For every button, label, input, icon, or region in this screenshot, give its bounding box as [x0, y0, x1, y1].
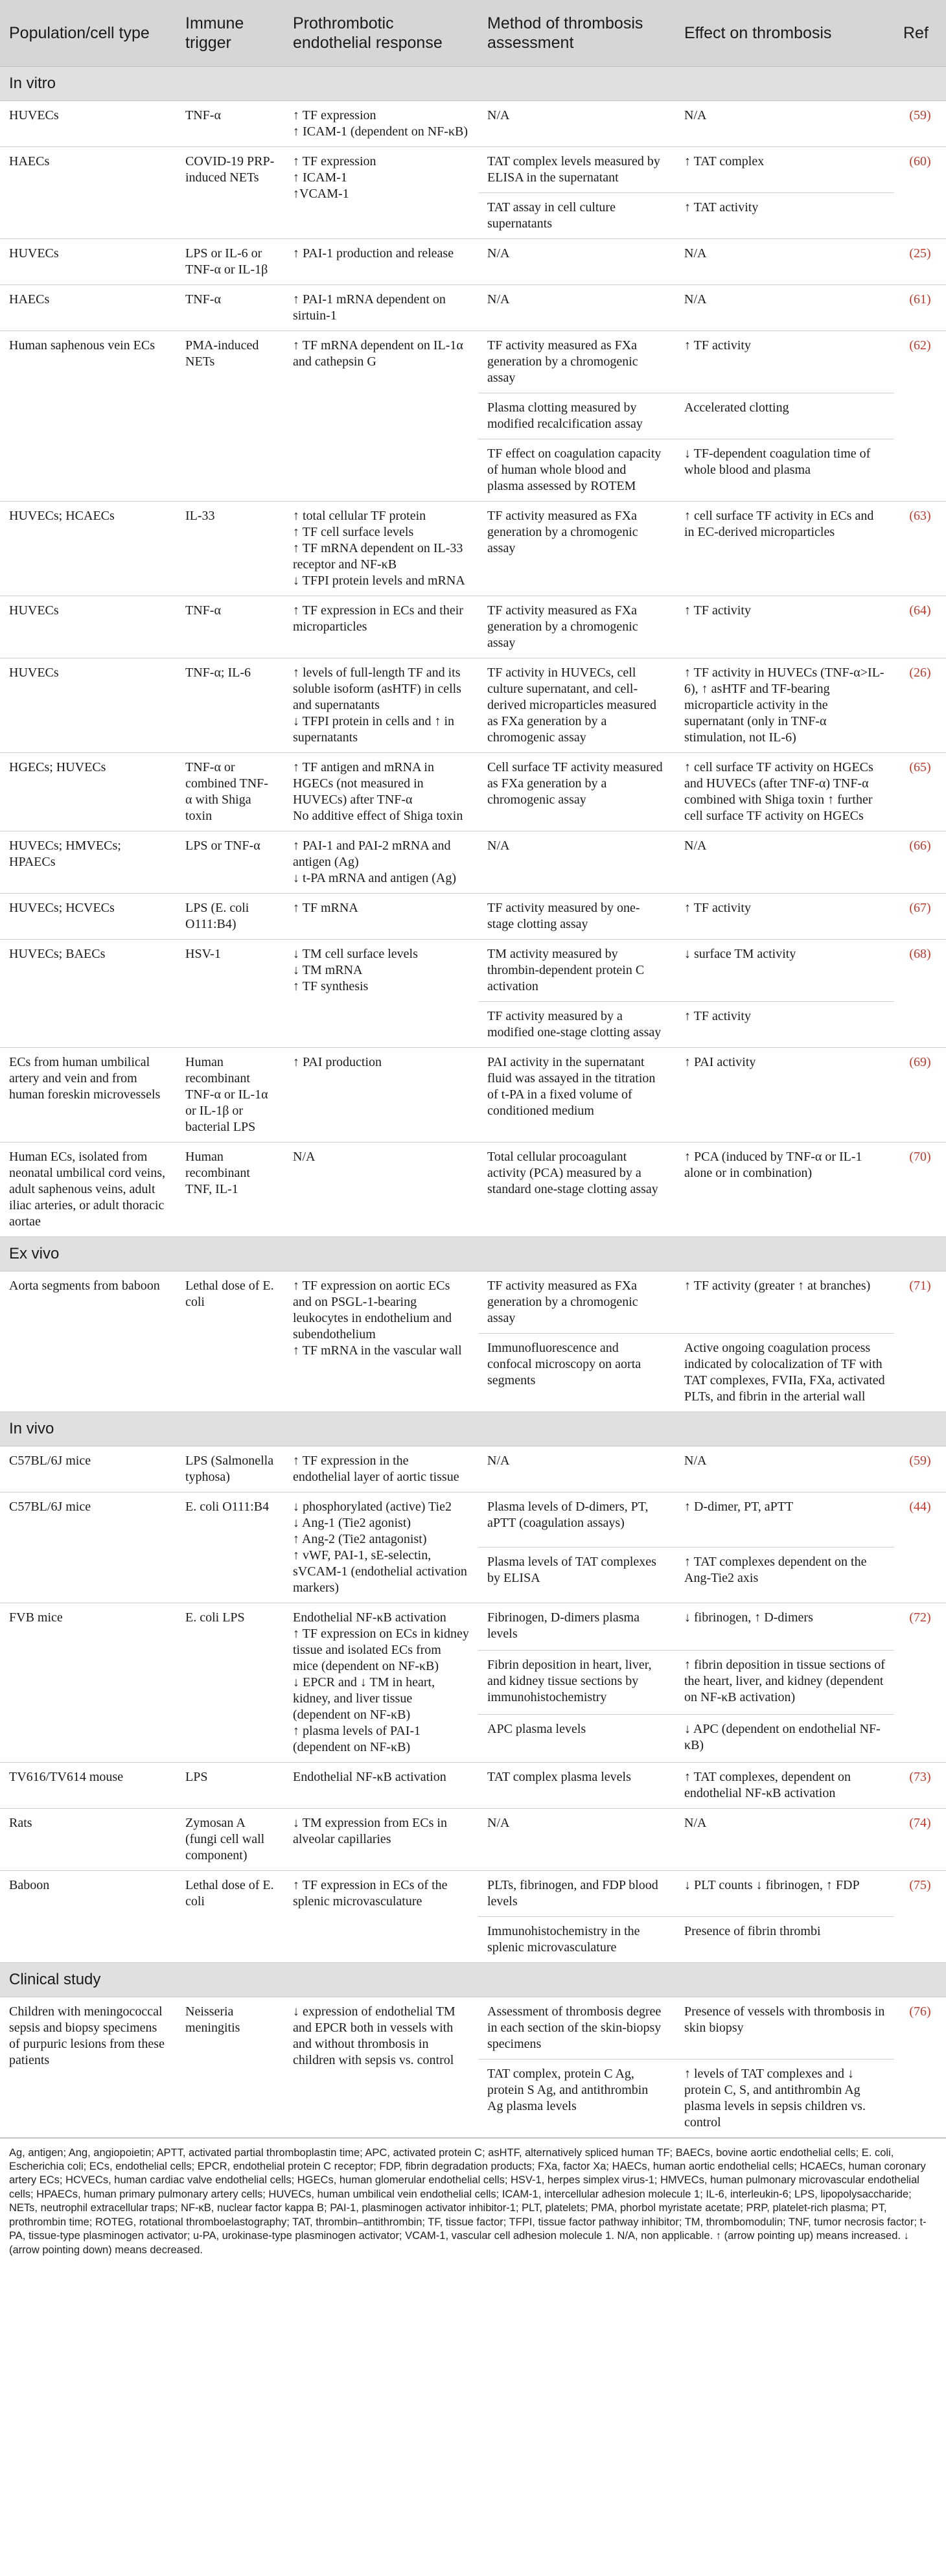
section-title: In vivo [0, 1411, 946, 1446]
table-row [0, 596, 946, 658]
table-row [0, 284, 946, 331]
response-line: ↑ PAI-1 and PAI-2 mRNA and antigen (Ag) [293, 838, 451, 869]
response-line: ↓ TM cell surface levels [293, 946, 418, 961]
response-line: No additive effect of Shiga toxin [293, 808, 463, 823]
section-title: In vitro [0, 66, 946, 100]
response-line: ↑ TF expression [293, 154, 376, 168]
response-line: Endothelial NF-κB activation [293, 1610, 446, 1625]
cell-method: N/A [478, 284, 675, 331]
cell-trigger: HSV-1 [176, 939, 284, 1047]
ref-link[interactable]: (73) [909, 1769, 931, 1784]
response-line: ↑ PAI-1 production and release [293, 246, 454, 261]
response-line: ↑ TF mRNA dependent on IL-1α and cathepsin G [293, 338, 463, 369]
cell-effect: ↑ TF activity [675, 1001, 894, 1047]
cell-trigger: LPS [176, 1762, 284, 1808]
ref-link[interactable]: (67) [909, 900, 931, 915]
ref-link[interactable]: (25) [909, 246, 931, 261]
table-row [0, 831, 946, 893]
table-row [0, 658, 946, 752]
table-row [0, 1808, 946, 1870]
table-row [0, 1762, 946, 1808]
cell-method: Plasma levels of TAT complexes by ELISA [478, 1548, 675, 1603]
cell-response [284, 1492, 478, 1603]
response-line: ↑ PAI-1 mRNA dependent on sirtuin-1 [293, 292, 446, 323]
cell-effect: ↓ fibrinogen, ↑ D-dimers [675, 1603, 894, 1650]
section-title: Ex vivo [0, 1236, 946, 1271]
ref-link[interactable]: (59) [909, 108, 931, 122]
cell-effect: N/A [675, 1808, 894, 1870]
cell-population: Aorta segments from baboon [0, 1271, 176, 1411]
footnote: Ag, antigen; Ang, angiopoietin; APTT, activated partial thromboplastin time; APC, activated protein C; asHTF, alternatively spliced human TF; BAECs, bovine aortic endothelial cells; E. coli, Escherichia coli; ECs, endothelial cells; EPCR, endothelial protein C receptor; FDP, fibrin degradation products; FXa, factor Xa; HAECs, human aortic endothelial cells; HCAECs, human coronary artery ECs; HCVECs, human cardiac valve endothelial cells; HGECs, human glomerular endothelial cells; HSV-1, herpes simplex virus-1; HMVECs, human pulmonary microvascular endothelial cells; HPAECs, human primary pulmonary artery cells; HUVECs, human umbilical vein endothelial cells; ICAM-1, intercellular adhesion molecule 1; IL-6, interleukin-6; LPS, lipopolysaccharide; NETs, neutrophil extracellular traps; NF-κB, nuclear factor kappa B; PAI-1, plasminogen activator inhibitor-1; PLT, platelets; PMA, phorbol myristate acetate; PRP, platelet-rich plasma; PT, prothrombin time; ROTEG, rotational thromboelastography; TAT, thrombin–antithrombin; TF, tissue factor; TFPI, tissue factor pathway inhibitor; TM, thrombomodulin; TNF, tumor necrosis factor; t-PA, tissue-type plasminogen activator; u-PA, urokinase-type plasminogen activator; VCAM-1, vascular cell adhesion molecule 1. N/A, non applicable. ↑ (arrow pointing up) means increased. ↓ (arrow pointing down) means decreased. [0, 2138, 946, 2266]
cell-ref [894, 1762, 946, 1808]
cell-trigger: Neisseria meningitis [176, 1997, 284, 2137]
cell-method: TAT complex levels measured by ELISA in the supernatant [478, 146, 675, 192]
header-response: Prothrombotic endothelial response [284, 0, 478, 66]
cell-trigger: LPS (Salmonella typhosa) [176, 1446, 284, 1492]
section-title: Clinical study [0, 1962, 946, 1997]
cell-response [284, 1603, 478, 1762]
response-line: ↑ levels of full-length TF and its soluble isoform (asHTF) in cells and supernatants [293, 665, 461, 712]
ref-link[interactable]: (74) [909, 1815, 931, 1830]
cell-method: Cell surface TF activity measured as FXa generation by a chromogenic assay [478, 752, 675, 831]
ref-link[interactable]: (70) [909, 1149, 931, 1164]
cell-response [284, 331, 478, 501]
cell-population: HUVECs; HCVECs [0, 893, 176, 939]
cell-ref [894, 752, 946, 831]
cell-method: Fibrin deposition in heart, liver, and kidney tissue sections by immunohistochemistry [478, 1650, 675, 1714]
cell-method: N/A [478, 238, 675, 284]
response-line: ↑ TF expression [293, 108, 376, 122]
cell-method: TAT complex plasma levels [478, 1762, 675, 1808]
ref-link[interactable]: (76) [909, 2004, 931, 2019]
ref-link[interactable]: (65) [909, 760, 931, 774]
ref-link[interactable]: (72) [909, 1610, 931, 1625]
cell-method: Plasma levels of D-dimers, PT, aPTT (coagulation assays) [478, 1492, 675, 1548]
cell-ref [894, 893, 946, 939]
cell-response [284, 238, 478, 284]
ref-link[interactable]: (63) [909, 508, 931, 523]
section-row [0, 66, 946, 100]
response-line: ↑ ICAM-1 [293, 170, 347, 185]
response-line: ↑ TF expression on ECs in kidney tissue and isolated ECs from mice (dependent on NF-κB) [293, 1626, 469, 1673]
cell-method: APC plasma levels [478, 1715, 675, 1762]
cell-effect: N/A [675, 100, 894, 146]
cell-response [284, 658, 478, 752]
cell-effect: Active ongoing coagulation process indicated by colocalization of TF with TAT complexes, FVIIa, FXa, activated PLTs, and fibrin in the arterial wall [675, 1333, 894, 1411]
cell-effect: ↑ TAT complex [675, 146, 894, 192]
cell-ref [894, 1603, 946, 1762]
cell-response [284, 1142, 478, 1236]
cell-response [284, 146, 478, 238]
cell-population: C57BL/6J mice [0, 1492, 176, 1603]
cell-response [284, 1762, 478, 1808]
cell-effect: ↓ surface TM activity [675, 939, 894, 1001]
cell-ref [894, 658, 946, 752]
cell-trigger: TNF-α or combined TNF-α with Shiga toxin [176, 752, 284, 831]
table-row [0, 1997, 946, 2059]
cell-effect: ↑ TF activity [675, 596, 894, 658]
cell-effect: ↑ TAT complexes dependent on the Ang-Tie2 axis [675, 1548, 894, 1603]
ref-link[interactable]: (68) [909, 946, 931, 961]
cell-effect: Accelerated clotting [675, 393, 894, 439]
cell-trigger: TNF-α [176, 596, 284, 658]
cell-response [284, 100, 478, 146]
table-row [0, 1446, 946, 1492]
response-line: ↑ TF antigen and mRNA in HGECs (not measured in HUVECs) after TNF-α [293, 760, 434, 807]
cell-method: TAT complex, protein C Ag, protein S Ag, and antithrombin Ag plasma levels [478, 2059, 675, 2137]
response-line: ↑ TF mRNA in the vascular wall [293, 1343, 462, 1358]
section-row [0, 1411, 946, 1446]
cell-effect: ↑ TF activity (greater ↑ at branches) [675, 1271, 894, 1333]
cell-response [284, 939, 478, 1047]
response-line: ↑ TF expression on aortic ECs and on PSGL-1-bearing leukocytes in endothelium and subendothelium [293, 1278, 452, 1341]
table-row [0, 893, 946, 939]
cell-effect: Presence of vessels with thrombosis in skin biopsy [675, 1997, 894, 2059]
ref-link[interactable]: (26) [909, 665, 931, 680]
cell-population: HAECs [0, 284, 176, 331]
cell-method: Immunohistochemistry in the splenic microvasculature [478, 1916, 675, 1962]
cell-trigger: Zymosan A (fungi cell wall component) [176, 1808, 284, 1870]
cell-ref [894, 1870, 946, 1962]
response-line: ↑ TF mRNA [293, 900, 358, 915]
table-row [0, 331, 946, 393]
response-line: ↓ expression of endothelial TM and EPCR both in vessels with and without thrombosis in children with sepsis vs. control [293, 2004, 456, 2067]
ref-link[interactable]: (75) [909, 1877, 931, 1892]
cell-population: Human ECs, isolated from neonatal umbilical cord veins, adult saphenous veins, adult iliac arteries, or adult thoracic aortae [0, 1142, 176, 1236]
cell-trigger: TNF-α [176, 284, 284, 331]
table-row [0, 238, 946, 284]
header-method: Method of thrombosis assessment [478, 0, 675, 66]
cell-population: FVB mice [0, 1603, 176, 1762]
response-line: ↑ TF expression in ECs of the splenic microvasculature [293, 1877, 448, 1909]
cell-response [284, 284, 478, 331]
cell-population: ECs from human umbilical artery and vein and from human foreskin microvessels [0, 1047, 176, 1142]
cell-method: Fibrinogen, D-dimers plasma levels [478, 1603, 675, 1650]
cell-population: HUVECs; BAECs [0, 939, 176, 1047]
ref-link[interactable]: (61) [909, 292, 931, 307]
table-row [0, 1142, 946, 1236]
cell-population: Baboon [0, 1870, 176, 1962]
cell-effect: ↑ levels of TAT complexes and ↓ protein C, S, and antithrombin Ag plasma levels in sepsis children vs. control [675, 2059, 894, 2137]
ref-link[interactable]: (59) [909, 1453, 931, 1468]
header-population: Population/cell type [0, 0, 176, 66]
table-row [0, 1271, 946, 1333]
cell-ref [894, 1997, 946, 2137]
cell-effect: N/A [675, 284, 894, 331]
cell-effect: N/A [675, 238, 894, 284]
cell-population: HUVECs [0, 100, 176, 146]
cell-effect: Presence of fibrin thrombi [675, 1916, 894, 1962]
cell-trigger: Human recombinant TNF, IL-1 [176, 1142, 284, 1236]
cell-method: TF activity measured as FXa generation by a chromogenic assay [478, 1271, 675, 1333]
table-row [0, 1047, 946, 1142]
cell-response [284, 596, 478, 658]
cell-effect: ↑ TF activity [675, 331, 894, 393]
cell-response [284, 893, 478, 939]
response-line: ↑ PAI production [293, 1054, 382, 1069]
response-line: ↑ ICAM-1 (dependent on NF-κB) [293, 124, 468, 139]
table-row [0, 1603, 946, 1650]
cell-effect: ↓ PLT counts ↓ fibrinogen, ↑ FDP [675, 1870, 894, 1916]
cell-response [284, 501, 478, 596]
cell-method: N/A [478, 1808, 675, 1870]
cell-ref [894, 146, 946, 238]
cell-ref [894, 238, 946, 284]
cell-trigger: Lethal dose of E. coli [176, 1271, 284, 1411]
response-line: ↓ TM mRNA [293, 962, 363, 977]
cell-effect: ↑ cell surface TF activity in ECs and in EC-derived microparticles [675, 501, 894, 596]
cell-effect: ↑ TF activity [675, 893, 894, 939]
cell-response [284, 1271, 478, 1411]
cell-population: HGECs; HUVECs [0, 752, 176, 831]
cell-method: PAI activity in the supernatant fluid was assayed in the titration of t-PA in a fixed volume of conditioned medium [478, 1047, 675, 1142]
response-line: ↓ TFPI protein levels and mRNA [293, 573, 465, 588]
cell-ref [894, 596, 946, 658]
cell-response [284, 1446, 478, 1492]
cell-effect: ↑ TF activity in HUVECs (TNF-α>IL-6), ↑ asHTF and TF-bearing microparticle activity in the supernatant (only in TNF-α stimulation, not IL-6) [675, 658, 894, 752]
cell-population: Human saphenous vein ECs [0, 331, 176, 501]
cell-trigger: TNF-α; IL-6 [176, 658, 284, 752]
cell-ref [894, 331, 946, 501]
cell-response [284, 1047, 478, 1142]
cell-effect: ↑ PCA (induced by TNF-α or IL-1 alone or in combination) [675, 1142, 894, 1236]
cell-trigger: IL-33 [176, 501, 284, 596]
cell-response [284, 1808, 478, 1870]
cell-effect: ↑ TAT activity [675, 192, 894, 238]
cell-method: N/A [478, 831, 675, 893]
table-row [0, 501, 946, 596]
cell-trigger: PMA-induced NETs [176, 331, 284, 501]
section-row [0, 1236, 946, 1271]
response-line: ↓ EPCR and ↓ TM in heart, kidney, and liver tissue (dependent on NF-κB) [293, 1675, 435, 1722]
cell-method: TF activity measured as FXa generation by a chromogenic assay [478, 501, 675, 596]
cell-method: N/A [478, 1446, 675, 1492]
cell-population: Children with meningococcal sepsis and biopsy specimens of purpuric lesions from these patients [0, 1997, 176, 2137]
response-line: ↓ TFPI protein in cells and ↑ in supernatants [293, 714, 455, 745]
response-line: ↑ plasma levels of PAI-1 (dependent on NF-κB) [293, 1723, 421, 1754]
cell-method: N/A [478, 100, 675, 146]
table-row [0, 146, 946, 192]
cell-response [284, 752, 478, 831]
cell-ref [894, 1808, 946, 1870]
cell-ref [894, 1047, 946, 1142]
response-line: Endothelial NF-κB activation [293, 1769, 446, 1784]
section-row [0, 1962, 946, 1997]
cell-method: TF activity measured as FXa generation by a chromogenic assay [478, 596, 675, 658]
cell-effect: ↑ TAT complexes, dependent on endothelial NF-κB activation [675, 1762, 894, 1808]
cell-ref [894, 1492, 946, 1603]
header-effect: Effect on thrombosis [675, 0, 894, 66]
cell-ref [894, 1142, 946, 1236]
response-line: ↑ Ang-2 (Tie2 antagonist) [293, 1531, 427, 1546]
response-line: ↑ TF cell surface levels [293, 524, 414, 539]
response-line: ↑ TF mRNA dependent on IL-33 receptor and NF-κB [293, 540, 463, 572]
table-row [0, 1870, 946, 1916]
cell-effect: ↓ APC (dependent on endothelial NF-κB) [675, 1715, 894, 1762]
ref-link[interactable]: (66) [909, 838, 931, 853]
ref-link[interactable]: (64) [909, 603, 931, 618]
cell-method: TF activity measured by one-stage clotting assay [478, 893, 675, 939]
cell-population: HAECs [0, 146, 176, 238]
ref-link[interactable]: (71) [909, 1278, 931, 1293]
cell-ref [894, 1446, 946, 1492]
response-line: N/A [293, 1149, 316, 1164]
response-line: ↑ TF expression in the endothelial layer of aortic tissue [293, 1453, 459, 1484]
ref-link[interactable]: (60) [909, 154, 931, 168]
table-row [0, 1492, 946, 1548]
cell-trigger: Human recombinant TNF-α or IL-1α or IL-1β or bacterial LPS [176, 1047, 284, 1142]
table-row [0, 939, 946, 1001]
header-trigger: Immune trigger [176, 0, 284, 66]
cell-effect: ↓ TF-dependent coagulation time of whole blood and plasma [675, 439, 894, 501]
cell-population: C57BL/6J mice [0, 1446, 176, 1492]
cell-response [284, 831, 478, 893]
cell-trigger: LPS (E. coli O111:B4) [176, 893, 284, 939]
cell-ref [894, 501, 946, 596]
response-line: ↓ phosphorylated (active) Tie2 [293, 1499, 452, 1514]
cell-population: HUVECs [0, 238, 176, 284]
cell-trigger: LPS or IL-6 or TNF-α or IL-1β [176, 238, 284, 284]
table-row [0, 100, 946, 146]
header-ref: Ref [894, 0, 946, 66]
cell-effect: ↑ fibrin deposition in tissue sections of the heart, liver, and kidney (dependent on NF-κB activation) [675, 1650, 894, 1714]
cell-trigger: LPS or TNF-α [176, 831, 284, 893]
response-line: ↑ total cellular TF protein [293, 508, 426, 523]
response-line: ↓ TM expression from ECs in alveolar capillaries [293, 1815, 447, 1846]
table-row [0, 752, 946, 831]
cell-method: TF effect on coagulation capacity of human whole blood and plasma assessed by ROTEM [478, 439, 675, 501]
cell-method: TAT assay in cell culture supernatants [478, 192, 675, 238]
response-line: ↑ vWF, PAI-1, sE-selectin, sVCAM-1 (endothelial activation markers) [293, 1548, 467, 1595]
cell-trigger: Lethal dose of E. coli [176, 1870, 284, 1962]
cell-population: HUVECs; HCAECs [0, 501, 176, 596]
cell-ref [894, 831, 946, 893]
ref-link[interactable]: (62) [909, 338, 931, 353]
cell-effect: N/A [675, 1446, 894, 1492]
cell-method: Immunofluorescence and confocal microscopy on aorta segments [478, 1333, 675, 1411]
cell-trigger: E. coli LPS [176, 1603, 284, 1762]
cell-effect: N/A [675, 831, 894, 893]
response-line: ↑ TF synthesis [293, 979, 369, 993]
ref-link[interactable]: (44) [909, 1499, 931, 1514]
cell-method: Assessment of thrombosis degree in each section of the skin-biopsy specimens [478, 1997, 675, 2059]
response-line: ↓ Ang-1 (Tie2 agonist) [293, 1515, 411, 1530]
cell-method: TF activity measured by a modified one-stage clotting assay [478, 1001, 675, 1047]
cell-effect: ↑ D-dimer, PT, aPTT [675, 1492, 894, 1548]
header-row [0, 0, 946, 66]
ref-link[interactable]: (69) [909, 1054, 931, 1069]
response-line: ↓ t-PA mRNA and antigen (Ag) [293, 870, 457, 885]
cell-population: HUVECs; HMVECs; HPAECs [0, 831, 176, 893]
cell-method: Total cellular procoagulant activity (PCA) measured by a standard one-stage clotting assay [478, 1142, 675, 1236]
cell-effect: ↑ cell surface TF activity on HGECs and HUVECs (after TNF-α) TNF-α combined with Shiga toxin ↑ further cell surface TF activity on HGECs [675, 752, 894, 831]
cell-trigger: TNF-α [176, 100, 284, 146]
cell-population: Rats [0, 1808, 176, 1870]
cell-method: TF activity measured as FXa generation by a chromogenic assay [478, 331, 675, 393]
table-body [0, 66, 946, 2137]
cell-response [284, 1870, 478, 1962]
cell-ref [894, 100, 946, 146]
cell-ref [894, 284, 946, 331]
cell-method: PLTs, fibrinogen, and FDP blood levels [478, 1870, 675, 1916]
cell-method: TM activity measured by thrombin-dependent protein C activation [478, 939, 675, 1001]
response-line: ↑VCAM-1 [293, 186, 349, 201]
cell-method: TF activity in HUVECs, cell culture supernatant, and cell-derived microparticles measured as FXa generation by a chromogenic assay [478, 658, 675, 752]
cell-trigger: COVID-19 PRP-induced NETs [176, 146, 284, 238]
cell-ref [894, 1271, 946, 1411]
cell-ref [894, 939, 946, 1047]
cell-population: HUVECs [0, 596, 176, 658]
cell-response [284, 1997, 478, 2137]
cell-population: HUVECs [0, 658, 176, 752]
cell-effect: ↑ PAI activity [675, 1047, 894, 1142]
cell-trigger: E. coli O111:B4 [176, 1492, 284, 1603]
cell-method: Plasma clotting measured by modified recalcification assay [478, 393, 675, 439]
cell-population: TV616/TV614 mouse [0, 1762, 176, 1808]
response-line: ↑ TF expression in ECs and their microparticles [293, 603, 463, 634]
